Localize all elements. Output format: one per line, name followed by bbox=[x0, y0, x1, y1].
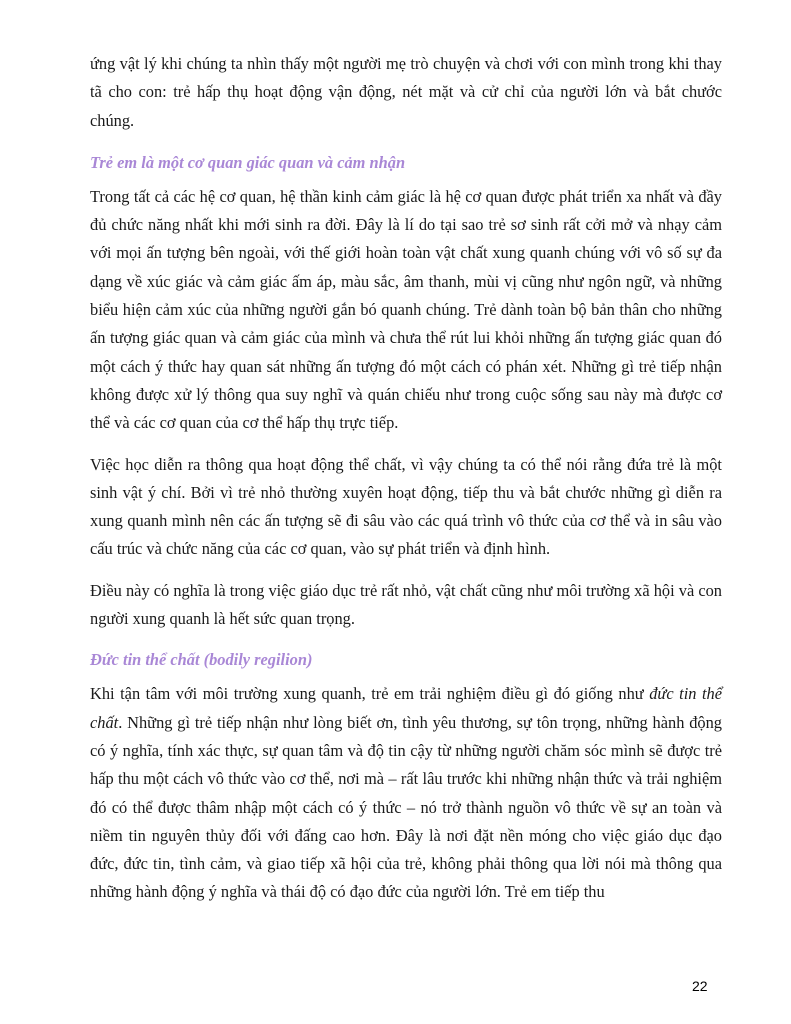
paragraph-intro: ứng vật lý khi chúng ta nhìn thấy một người mẹ trò chuyện và chơi với con mình trong khi thay tã cho con: trẻ hấp thụ hoạt động vận động, nét mặt và cử chỉ của người lớn và bắt chước chúng. bbox=[90, 54, 722, 130]
document-page bbox=[90, 50, 722, 920]
paragraph-bodily-religion-emphasis: đức tin thể chất bbox=[90, 684, 723, 732]
paragraph-sensory-3: Điều này có nghĩa là trong việc giáo dục trẻ rất nhỏ, vật chất cũng như môi trường xã hội và con người xung quanh là hết sức quan trọng. bbox=[90, 580, 722, 629]
section-heading-sensory-organ: Trẻ em là một cơ quan giác quan và cảm nhận bbox=[90, 152, 406, 172]
paragraph-bodily-religion bbox=[90, 680, 722, 906]
section-heading-bodily-religion: Đức tin thể chất (bodily regilion) bbox=[90, 650, 313, 670]
paragraph-bodily-religion-lead: Khi tận tâm với môi trường xung quanh, trẻ em trải nghiệm điều gì đó giống như bbox=[90, 684, 650, 704]
paragraph-bodily-religion-rest: . Những gì trẻ tiếp nhận như lòng biết ơn, tình yêu thương, sự tôn trọng, những hành động có ý nghĩa, tính xác thực, sự quan tâm và độ tin cậy từ những người chăm sóc mình sẽ được trẻ hấp thu một cách vô thức vào cơ thể, nơi mà – rất lâu trước khi những nhận thức và trải nghiệm đó có thể được thâm nhập một cách có ý thức – nó trở thành nguồn vô thức về sự an toàn và niềm tin nguyên thủy đối với đấng cao hơn. Đây là nơi đặt nền móng cho việc giáo dục đạo đức, đức tin, tình cảm, và giao tiếp xã hội của trẻ, không phải thông qua lời nói mà thông qua những hành động ý nghĩa và thái độ có đạo đức của người lớn. Trẻ em tiếp thu bbox=[90, 712, 722, 902]
paragraph-sensory-2: Việc học diễn ra thông qua hoạt động thể chất, vì vậy chúng ta có thể nói rằng đứa trẻ là một sinh vật ý chí. Bởi vì trẻ nhỏ thường xuyên hoạt động, tiếp thu và bắt chước những gì diễn ra xung quanh mình nên các ấn tượng sẽ đi sâu vào các quá trình vô thức của cơ thể và in sâu vào cấu trúc và chức năng của các cơ quan, vào sự phát triển và định hình. bbox=[90, 454, 722, 559]
page-number: 22 bbox=[692, 978, 708, 994]
paragraph-sensory-1: Trong tất cả các hệ cơ quan, hệ thần kinh cảm giác là hệ cơ quan được phát triển xa nhất và đầy đủ chức năng nhất khi mới sinh ra đời. Đây là lí do tại sao trẻ sơ sinh rất cởi mở và nhạy cảm với mọi ấn tượng bên ngoài, với thế giới hoàn toàn vật chất xung quanh chúng với vô số sự đa dạng về xúc giác và cảm giác ấm áp, màu sắc, âm thanh, mùi vị cũng như ngôn ngữ, và những biểu hiện cảm xúc của những người gắn bó quanh chúng. Trẻ dành toàn bộ bản thân cho những ấn tượng giác quan và cảm giác của mình và chưa thể rút lui khỏi những ấn tượng giác quan đó một cách ý thức hay quan sát những ấn tượng đó một cách có phán xét. Những gì trẻ tiếp nhận không được xử lý thông qua suy nghĩ và quán chiếu như trong cuộc sống sau này mà được cơ thể và các cơ quan của cơ thể hấp thụ trực tiếp. bbox=[90, 186, 722, 433]
